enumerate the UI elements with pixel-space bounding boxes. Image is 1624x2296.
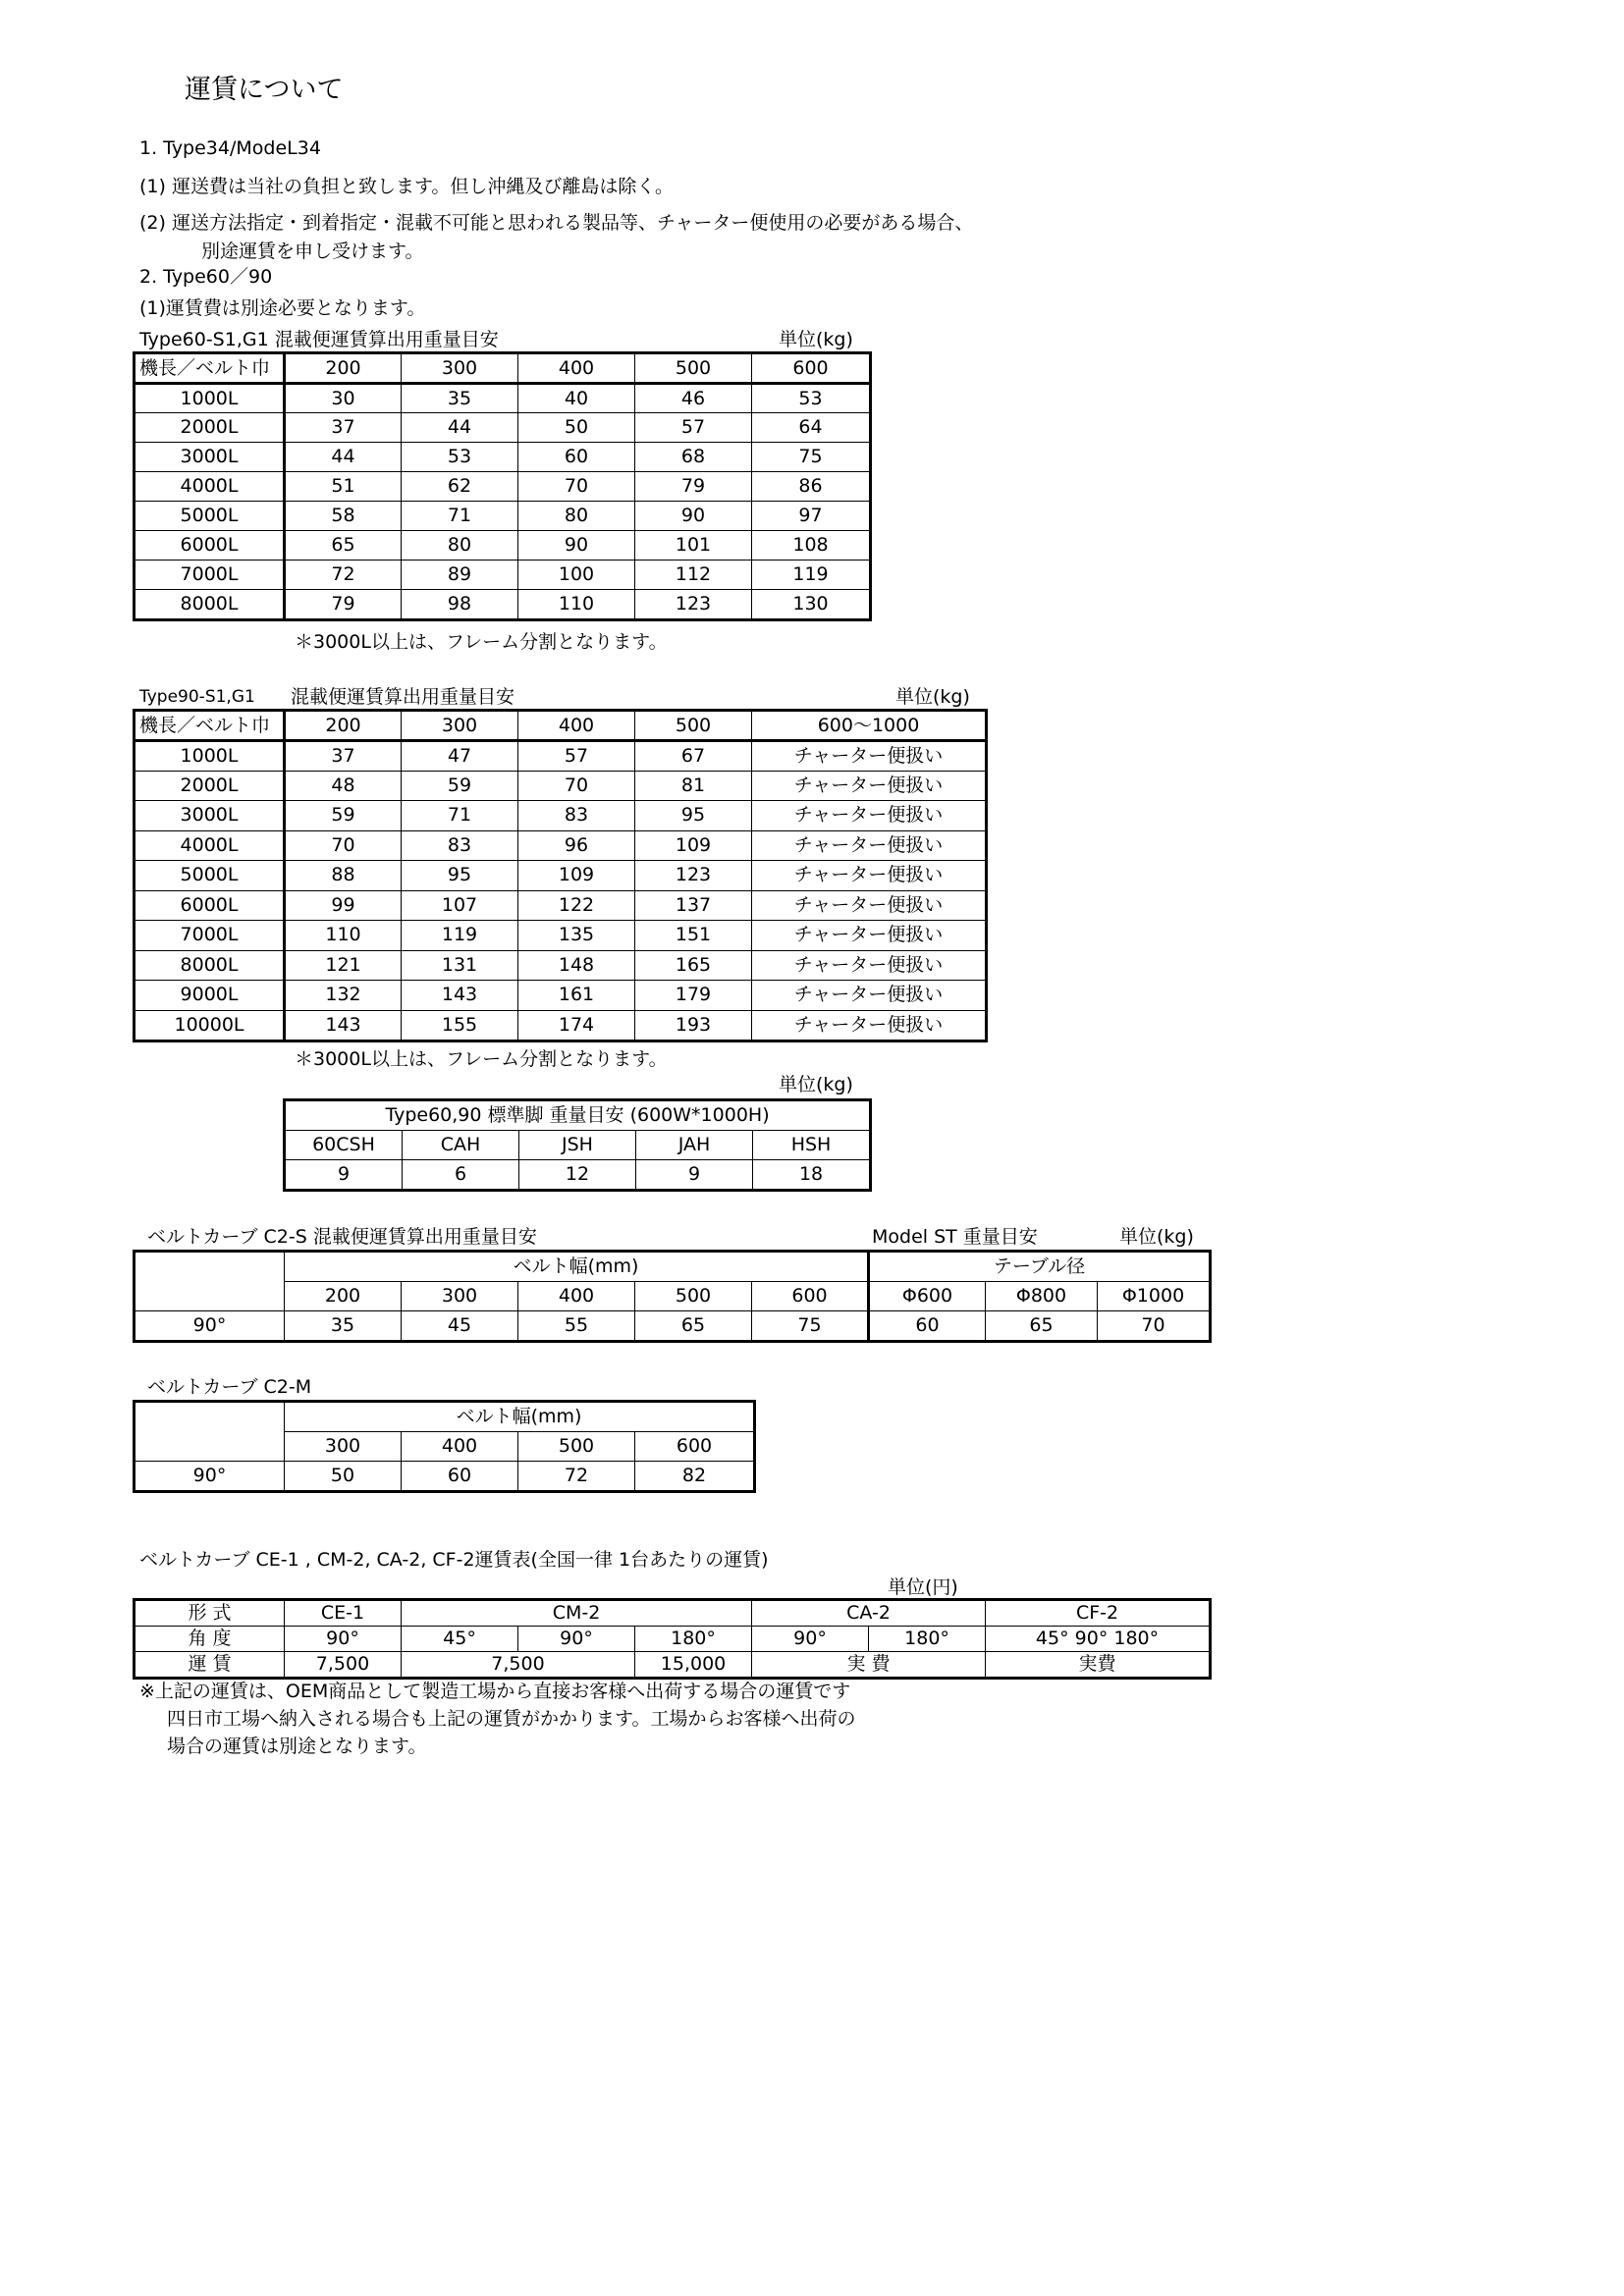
table-cell: 180° xyxy=(869,1627,986,1652)
table-cell: 45° 90° 180° xyxy=(986,1627,1210,1652)
table-cell: チャーター便扱い xyxy=(752,741,986,772)
c2s-header-cell: 400 xyxy=(518,1282,635,1311)
table-cell: 193 xyxy=(635,1010,752,1041)
table-row xyxy=(135,561,870,590)
table-cell: 79 xyxy=(635,472,752,502)
c2s-header-cell: Φ600 xyxy=(869,1282,986,1311)
table60-footnote: ＊3000L以上は、フレーム分割となります。 xyxy=(295,631,668,653)
table-row xyxy=(135,590,870,619)
table-row xyxy=(135,384,870,413)
table-cell: チャーター便扱い xyxy=(752,861,986,891)
table-cell: チャーター便扱い xyxy=(752,890,986,921)
table90-header-cell: 機長／ベルト巾 xyxy=(135,712,285,741)
table-cell: 6 xyxy=(403,1160,519,1190)
table90-header-cell: 600～1000 xyxy=(752,712,986,741)
table-cell: 79 xyxy=(285,590,402,619)
table60-unit: 単位(kg) xyxy=(779,329,853,350)
c2m-header-cell: 300 xyxy=(285,1432,402,1462)
table-cell: 90 xyxy=(635,502,752,531)
legs-table xyxy=(285,1100,870,1190)
table-cell: 6000L xyxy=(135,890,285,921)
table-cell: 90° xyxy=(285,1627,402,1652)
table-cell: 55 xyxy=(518,1311,635,1341)
table-row xyxy=(135,413,870,443)
table-cell: 35 xyxy=(402,384,518,413)
table-cell: 実 費 xyxy=(752,1652,986,1678)
table-cell: 135 xyxy=(518,921,635,951)
table-cell: 107 xyxy=(402,890,518,921)
table-cell: 57 xyxy=(518,741,635,772)
table-cell: 6000L xyxy=(135,531,285,561)
table-cell: 45° xyxy=(402,1627,518,1652)
table-cell: 45 xyxy=(402,1311,518,1341)
c2s-header-cell: 300 xyxy=(402,1282,518,1311)
table-cell: 151 xyxy=(635,921,752,951)
table-row xyxy=(135,921,986,951)
table-cell: チャーター便扱い xyxy=(752,981,986,1011)
table-cell: 3000L xyxy=(135,801,285,831)
table-cell: チャーター便扱い xyxy=(752,771,986,801)
table-row xyxy=(135,502,870,531)
table-cell: 7000L xyxy=(135,921,285,951)
table-cell: 1000L xyxy=(135,741,285,772)
table-cell: 132 xyxy=(285,981,402,1011)
fare-label-fare: 運 賃 xyxy=(135,1652,285,1678)
table-cell: 2000L xyxy=(135,413,285,443)
table-cell: 165 xyxy=(635,950,752,981)
table-cell: 35 xyxy=(285,1311,402,1341)
c2s-corner xyxy=(135,1253,285,1311)
table-cell: 53 xyxy=(752,384,870,413)
table-cell: 9 xyxy=(286,1160,403,1190)
table-cell: 100 xyxy=(518,561,635,590)
table-cell: 80 xyxy=(402,531,518,561)
table-cell: 53 xyxy=(402,443,518,472)
table-cell: 58 xyxy=(285,502,402,531)
c2s-table xyxy=(135,1252,1210,1341)
table-cell: 108 xyxy=(752,531,870,561)
table-cell: 143 xyxy=(285,1010,402,1041)
table-cell: 122 xyxy=(518,890,635,921)
table-row xyxy=(286,1160,870,1190)
c2m-row-label: 90° xyxy=(135,1462,285,1491)
table90-caption-type: Type90-S1,G1 xyxy=(139,687,255,707)
c2s-caption: ベルトカーブ C2-S 混載便運賃算出用重量目安 xyxy=(147,1226,537,1248)
table-cell: チャーター便扱い xyxy=(752,1010,986,1041)
table-cell: 89 xyxy=(402,561,518,590)
table-cell: 1000L xyxy=(135,384,285,413)
table-cell: 60 xyxy=(402,1462,518,1491)
table-cell: 5000L xyxy=(135,502,285,531)
fare-model-ca2: CA-2 xyxy=(752,1601,986,1627)
fare-note-2: 四日市工場へ納入される場合も上記の運賃がかかります。工場からお客様へ出荷の xyxy=(167,1708,856,1730)
table-cell: 4000L xyxy=(135,472,285,502)
c2s-unit: 単位(kg) xyxy=(1119,1226,1194,1248)
table-row xyxy=(135,890,986,921)
c2m-header-cell: 600 xyxy=(635,1432,754,1462)
table-cell: 50 xyxy=(518,413,635,443)
table-cell: 60 xyxy=(869,1311,986,1341)
c2s-caption-right: Model ST 重量目安 xyxy=(872,1226,1038,1248)
table-cell: 96 xyxy=(518,830,635,861)
table-cell: 143 xyxy=(402,981,518,1011)
legs-header-cell: JSH xyxy=(519,1131,636,1160)
table60-header-cell: 機長／ベルト巾 xyxy=(135,354,285,384)
c2s-header-cell: 600 xyxy=(752,1282,869,1311)
table-cell: 40 xyxy=(518,384,635,413)
table90-unit: 単位(kg) xyxy=(895,686,970,708)
table-cell: 121 xyxy=(285,950,402,981)
legs-header-cell: 60CSH xyxy=(286,1131,403,1160)
table-cell: 109 xyxy=(518,861,635,891)
table-cell: 12 xyxy=(519,1160,636,1190)
table-cell: 44 xyxy=(402,413,518,443)
table-cell: 90° xyxy=(518,1627,635,1652)
table60 xyxy=(135,353,870,619)
table-cell: 71 xyxy=(402,502,518,531)
table-cell: 75 xyxy=(752,1311,869,1341)
section1-item-1: (1) 運送費は当社の負担と致します。但し沖縄及び離島は除く。 xyxy=(139,176,675,197)
table-cell: 80 xyxy=(518,502,635,531)
table-cell: 95 xyxy=(635,801,752,831)
fare-note-3: 場合の運賃は別途となります。 xyxy=(167,1735,427,1757)
table90-caption: 混載便運賃算出用重量目安 xyxy=(291,686,515,708)
table-cell: 88 xyxy=(285,861,402,891)
table-cell: 179 xyxy=(635,981,752,1011)
c2m-group-belt: ベルト幅(mm) xyxy=(285,1403,754,1432)
table-cell: チャーター便扱い xyxy=(752,950,986,981)
section1-item-2: (2) 運送方法指定・到着指定・混載不可能と思われる製品等、チャーター便使用の必要がある場合、 xyxy=(139,212,974,234)
fare-unit: 単位(円) xyxy=(888,1576,958,1598)
table-cell: 86 xyxy=(752,472,870,502)
table-cell: 44 xyxy=(285,443,402,472)
table-cell: 174 xyxy=(518,1010,635,1041)
table90 xyxy=(135,711,986,1041)
fare-note-1: ※上記の運賃は、OEM商品として製造工場から直接お客様へ出荷する場合の運賃です xyxy=(139,1681,851,1702)
table-cell: 57 xyxy=(635,413,752,443)
c2s-header-cell: 200 xyxy=(285,1282,402,1311)
fare-model-cf2: CF-2 xyxy=(986,1601,1210,1627)
c2m-header-cell: 400 xyxy=(402,1432,518,1462)
table60-header-cell: 500 xyxy=(635,354,752,384)
table-cell: 実費 xyxy=(986,1652,1210,1678)
fare-model-cm2: CM-2 xyxy=(402,1601,752,1627)
section2-heading: 2. Type60／90 xyxy=(139,266,273,288)
table-cell: 37 xyxy=(285,741,402,772)
fare-model-ce1: CE-1 xyxy=(285,1601,402,1627)
legs-header-cell: HSH xyxy=(753,1131,870,1160)
table-cell: チャーター便扱い xyxy=(752,921,986,951)
table-cell: 5000L xyxy=(135,861,285,891)
table-cell: 110 xyxy=(285,921,402,951)
table-cell: 97 xyxy=(752,502,870,531)
section1-heading: 1. Type34/ModeL34 xyxy=(139,137,321,159)
table-cell: 9 xyxy=(636,1160,753,1190)
table-cell: 70 xyxy=(518,472,635,502)
legs-unit: 単位(kg) xyxy=(779,1074,853,1095)
table-cell: 123 xyxy=(635,861,752,891)
table-cell: 119 xyxy=(752,561,870,590)
fare-label-angle: 角 度 xyxy=(135,1627,285,1652)
table-cell: 62 xyxy=(402,472,518,502)
table-cell: 72 xyxy=(285,561,402,590)
section2-note: (1)運賃費は別途必要となります。 xyxy=(139,297,426,319)
table-cell: 65 xyxy=(635,1311,752,1341)
table-cell: 37 xyxy=(285,413,402,443)
table-cell: 119 xyxy=(402,921,518,951)
table-cell: 2000L xyxy=(135,771,285,801)
table90-header-cell: 200 xyxy=(285,712,402,741)
table-cell: 98 xyxy=(402,590,518,619)
table-cell: 99 xyxy=(285,890,402,921)
table-row xyxy=(135,1311,1210,1341)
table90-header-cell: 300 xyxy=(402,712,518,741)
table-cell: 137 xyxy=(635,890,752,921)
table60-header-cell: 600 xyxy=(752,354,870,384)
table-cell: 82 xyxy=(635,1462,754,1491)
table-row xyxy=(135,1010,986,1041)
table60-header-cell: 400 xyxy=(518,354,635,384)
fare-label-model: 形 式 xyxy=(135,1601,285,1627)
table-cell: 46 xyxy=(635,384,752,413)
table-cell: 10000L xyxy=(135,1010,285,1041)
table90-header-cell: 400 xyxy=(518,712,635,741)
table-cell: 18 xyxy=(753,1160,870,1190)
c2m-caption: ベルトカーブ C2-M xyxy=(147,1376,312,1398)
c2m-corner xyxy=(135,1403,285,1462)
table-cell: 123 xyxy=(635,590,752,619)
table-cell: 90° xyxy=(752,1627,869,1652)
c2s-header-cell: Φ1000 xyxy=(1098,1282,1210,1311)
table-cell: 51 xyxy=(285,472,402,502)
table-row xyxy=(135,443,870,472)
table-cell: 47 xyxy=(402,741,518,772)
table-row xyxy=(135,771,986,801)
table-row xyxy=(135,531,870,561)
legs-header-cell: JAH xyxy=(636,1131,753,1160)
table-cell: 130 xyxy=(752,590,870,619)
table-cell: 90 xyxy=(518,531,635,561)
c2m-header-cell: 500 xyxy=(518,1432,635,1462)
legs-title: Type60,90 標準脚 重量目安 (600W*1000H) xyxy=(286,1101,870,1131)
table-row xyxy=(135,950,986,981)
table-cell: 8000L xyxy=(135,950,285,981)
section1-item-2-cont: 別途運賃を申し受けます。 xyxy=(201,240,424,262)
table-cell: 70 xyxy=(518,771,635,801)
page-title: 運賃について xyxy=(185,75,344,105)
table-cell: 64 xyxy=(752,413,870,443)
table90-header-cell: 500 xyxy=(635,712,752,741)
table-cell: 60 xyxy=(518,443,635,472)
table60-caption: Type60-S1,G1 混載便運賃算出用重量目安 xyxy=(139,329,499,350)
table-cell: チャーター便扱い xyxy=(752,801,986,831)
table-cell: 9000L xyxy=(135,981,285,1011)
fare-caption: ベルトカーブ CE-1 , CM-2, CA-2, CF-2運賃表(全国一律 1台あたりの運賃) xyxy=(139,1549,769,1571)
c2s-group-belt: ベルト幅(mm) xyxy=(285,1253,869,1282)
fare-table xyxy=(135,1600,1210,1678)
table-cell: 67 xyxy=(635,741,752,772)
table-row xyxy=(135,981,986,1011)
table-cell: 3000L xyxy=(135,443,285,472)
table-cell: 155 xyxy=(402,1010,518,1041)
c2m-table xyxy=(135,1402,754,1491)
table-row xyxy=(135,741,986,772)
table-cell: 50 xyxy=(285,1462,402,1491)
table-cell: 83 xyxy=(518,801,635,831)
table-row xyxy=(135,830,986,861)
table-cell: 161 xyxy=(518,981,635,1011)
c2s-header-cell: Φ800 xyxy=(986,1282,1098,1311)
table-cell: 4000L xyxy=(135,830,285,861)
table-cell: 59 xyxy=(402,771,518,801)
table-row xyxy=(135,861,986,891)
table-cell: 131 xyxy=(402,950,518,981)
table-cell: 95 xyxy=(402,861,518,891)
table-cell: 101 xyxy=(635,531,752,561)
c2s-header-cell: 500 xyxy=(635,1282,752,1311)
table-cell: 30 xyxy=(285,384,402,413)
table-cell: 83 xyxy=(402,830,518,861)
legs-header-cell: CAH xyxy=(403,1131,519,1160)
c2s-row-label: 90° xyxy=(135,1311,285,1341)
table-cell: 109 xyxy=(635,830,752,861)
table-cell: 70 xyxy=(285,830,402,861)
table-cell: チャーター便扱い xyxy=(752,830,986,861)
table60-header-cell: 300 xyxy=(402,354,518,384)
table-cell: 15,000 xyxy=(635,1652,752,1678)
table-cell: 71 xyxy=(402,801,518,831)
table-cell: 65 xyxy=(285,531,402,561)
table-cell: 7,500 xyxy=(285,1652,402,1678)
c2s-group-table: テーブル径 xyxy=(869,1253,1210,1282)
table-cell: 180° xyxy=(635,1627,752,1652)
table60-header-cell: 200 xyxy=(285,354,402,384)
table-cell: 59 xyxy=(285,801,402,831)
table-cell: 112 xyxy=(635,561,752,590)
table-cell: 70 xyxy=(1098,1311,1210,1341)
table-row xyxy=(135,801,986,831)
table-cell: 75 xyxy=(752,443,870,472)
table90-footnote: ＊3000L以上は、フレーム分割となります。 xyxy=(295,1048,668,1070)
table-cell: 7,500 xyxy=(402,1652,635,1678)
table-row xyxy=(135,1462,754,1491)
table-cell: 72 xyxy=(518,1462,635,1491)
table-cell: 148 xyxy=(518,950,635,981)
table-cell: 110 xyxy=(518,590,635,619)
table-cell: 8000L xyxy=(135,590,285,619)
table-cell: 81 xyxy=(635,771,752,801)
table-cell: 7000L xyxy=(135,561,285,590)
table-cell: 48 xyxy=(285,771,402,801)
table-row xyxy=(135,472,870,502)
table-cell: 68 xyxy=(635,443,752,472)
table-cell: 65 xyxy=(986,1311,1098,1341)
